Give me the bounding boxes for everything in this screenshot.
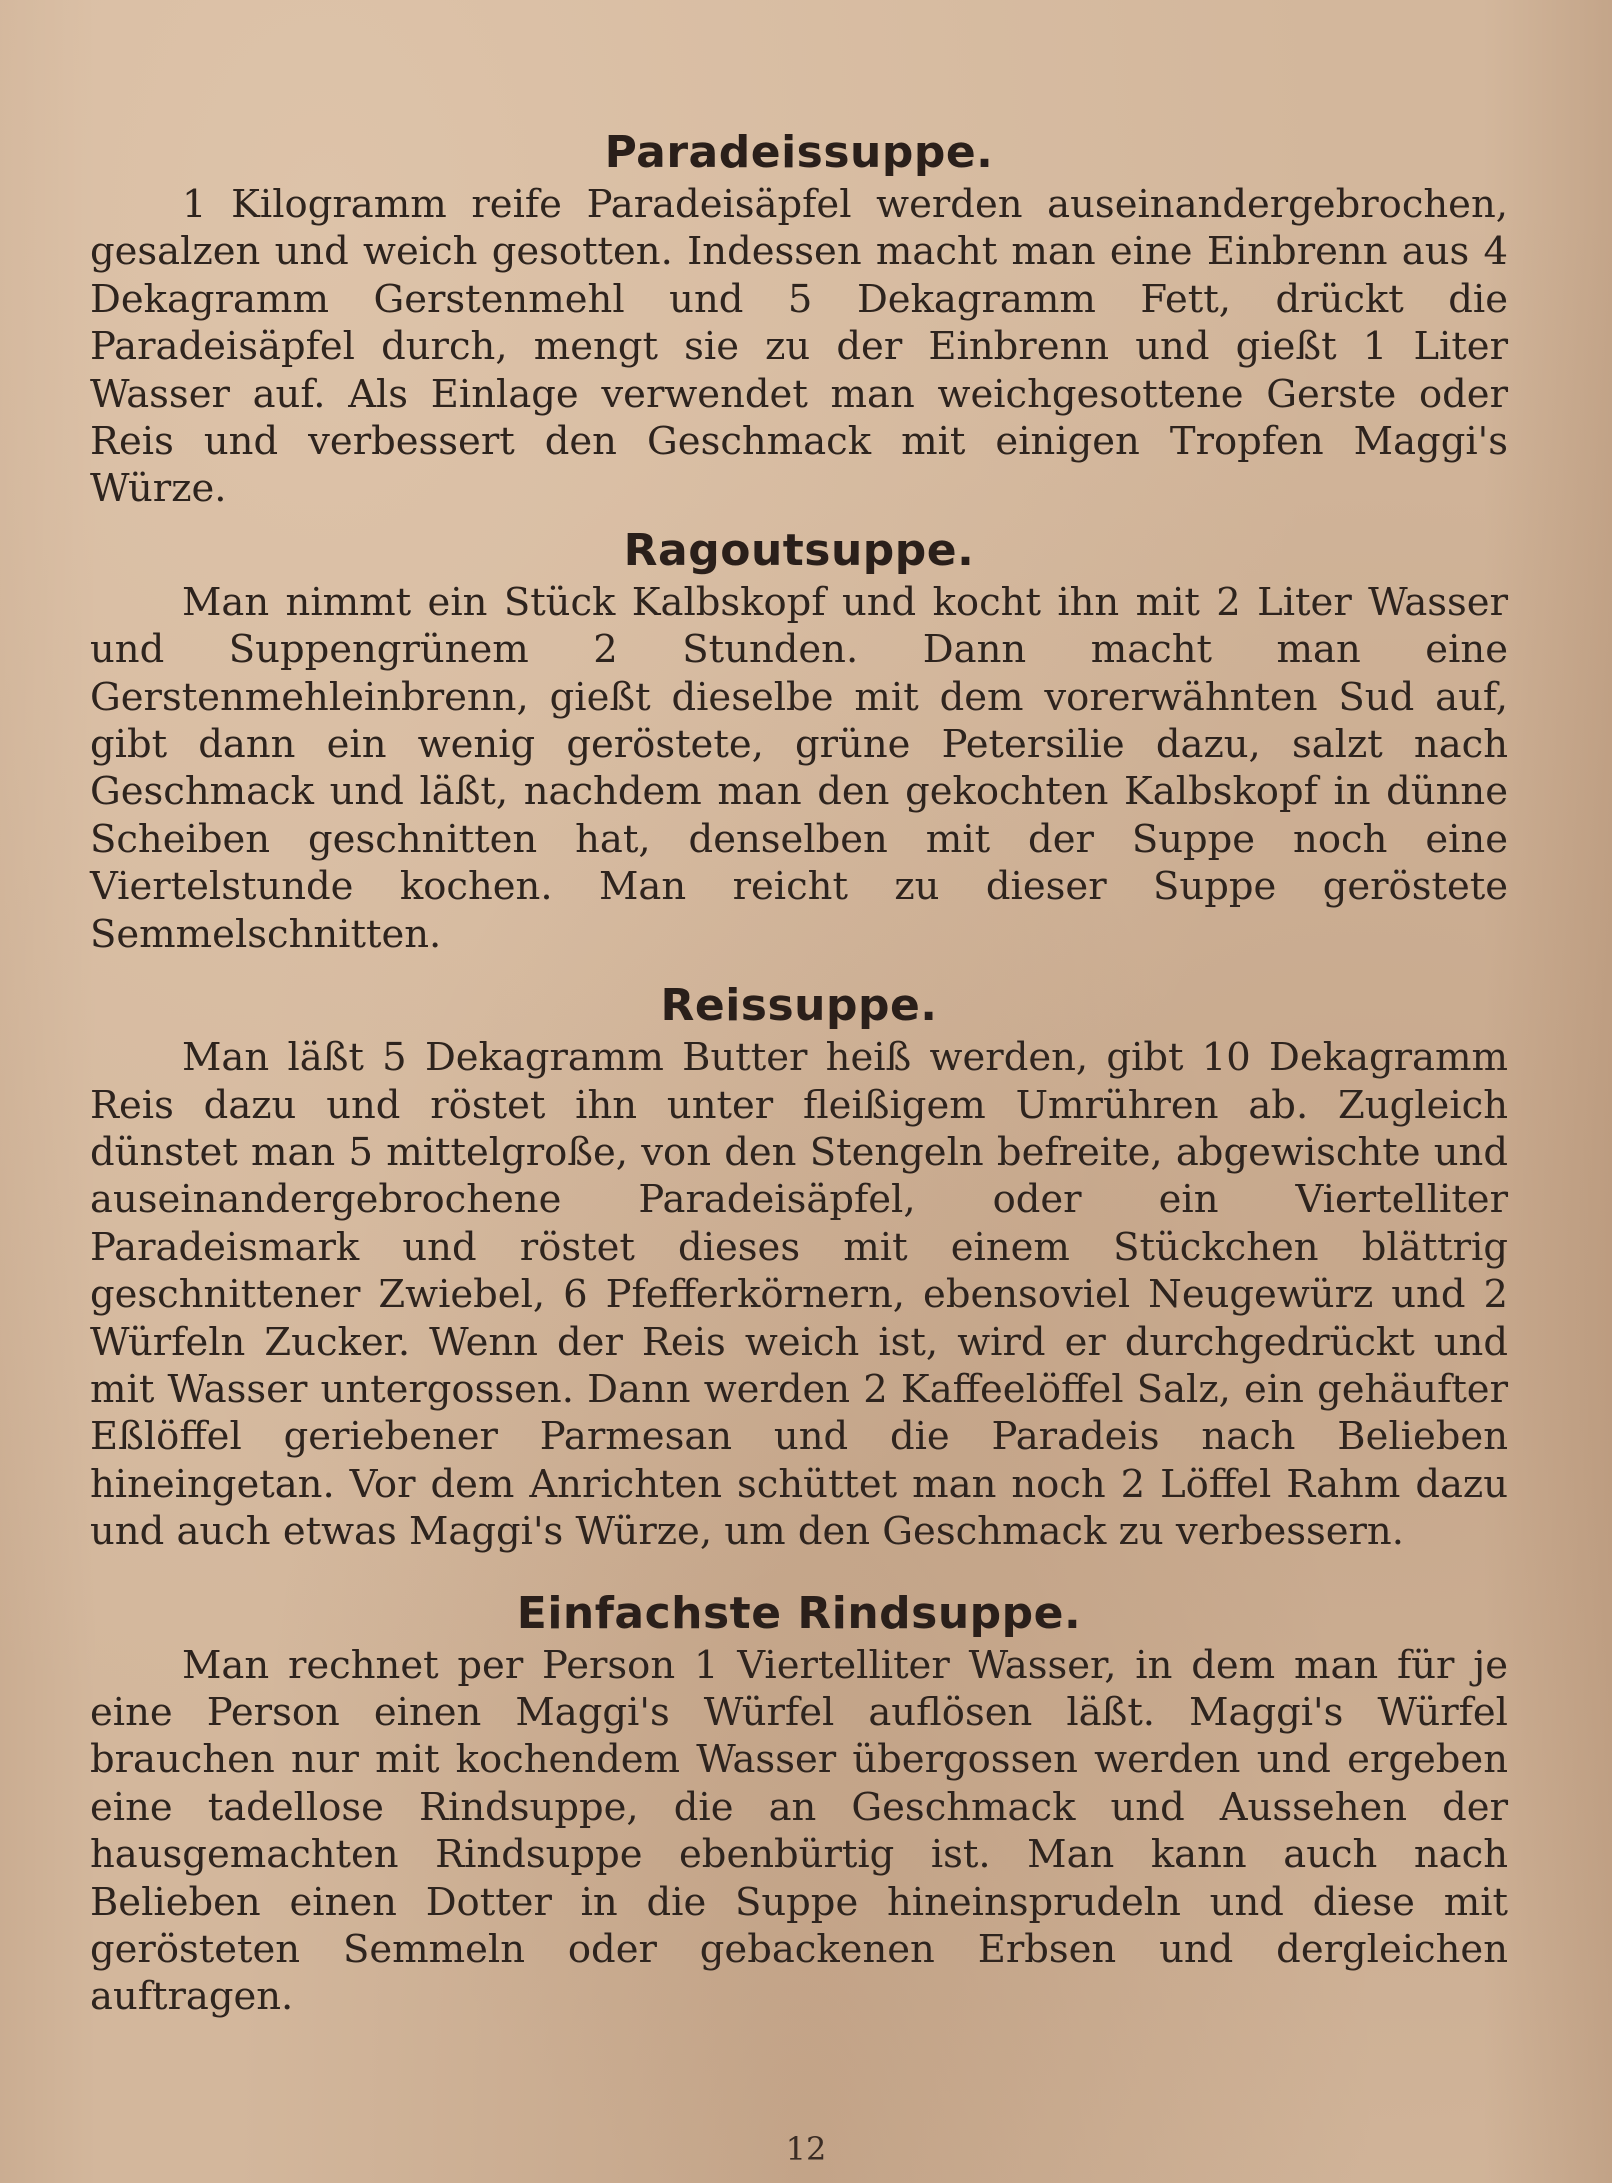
recipe-title: Reissuppe. <box>660 980 938 1032</box>
recipe-text: Man rechnet per Person 1 Viertelliter Wasser, in dem man für je eine Person einen Maggi's Würfel auflösen läßt. Maggi's Würfel brauchen nur mit kochendem Wasser übergossen werden und ergeben eine tadellose Rindsuppe, die an Geschmack und Aussehen der hausgemachten Rindsuppe ebenbürtig ist. Man kann auch nach Belieben einen Dotter in die Suppe hineinsprudeln und diese mit gerösteten Semmeln oder gebackenen Erbsen und dergleichen auftragen. <box>90 1642 1508 2020</box>
recipe-text: 1 Kilogramm reife Paradeisäpfel werden auseinandergebrochen, gesalzen und weich gesotten. Indessen macht man eine Einbrenn aus 4 Dekagramm Gerstenmehl und 5 Dekagramm Fett, drückt die Paradeisäpfel durch, mengt sie zu der Einbrenn und gießt 1 Liter Wasser auf. Als Einlage verwendet man weichgesottene Gerste oder Reis und verbessert den Geschmack mit einigen Tropfen Maggi's Würze. <box>90 182 1508 512</box>
page-body <box>90 125 1508 2021</box>
recipe-title: Einfachste Rindsuppe. <box>516 1587 1082 1639</box>
recipe-reissuppe <box>90 978 1508 1555</box>
page-number: 12 <box>785 2130 827 2168</box>
recipe-title: Ragoutsuppe. <box>623 524 975 576</box>
recipe-einfachste-rindsuppe <box>90 1586 1508 2021</box>
recipe-title: Paradeissuppe. <box>604 127 994 178</box>
recipe-text: Man läßt 5 Dekagramm Butter heiß werden, gibt 10 Dekagramm Reis dazu und röstet ihn unter fleißigem Umrühren ab. Zugleich dünstet man 5 mittelgroße, von den Stengeln befreite, abgewischte und auseinandergebrochene Paradeisäpfel, oder ein Viertelliter Paradeismark und röstet dieses mit einem Stückchen blättrig geschnittener Zwiebel, 6 Pfefferkörnern, ebensoviel Neugewürz und 2 Würfeln Zucker. Wenn der Reis weich ist, wird er durchgedrückt und mit Wasser untergossen. Dann werden 2 Kaffeelöffel Salz, ein gehäufter Eßlöffel geriebener Parmesan und die Paradeis nach Belieben hineingetan. Vor dem Anrichten schüttet man noch 2 Löffel Rahm dazu und auch etwas Maggi's Würze, um den Geschmack zu verbessern. <box>90 1035 1508 1555</box>
recipe-text: Man nimmt ein Stück Kalbskopf und kocht ihn mit 2 Liter Wasser und Suppengrünem 2 Stunden. Dann macht man eine Gerstenmehleinbrenn, gießt dieselbe mit dem vorerwähnten Sud auf, gibt dann ein wenig geröstete, grüne Petersilie dazu, salzt nach Geschmack und läßt, nachdem man den gekochten Kalbskopf in dünne Scheiben geschnitten hat, denselben mit der Suppe noch eine Viertelstunde kochen. Man reicht zu dieser Suppe geröstete Semmelschnitten. <box>90 579 1508 957</box>
recipe-paradeissuppe <box>90 125 1508 513</box>
recipe-ragoutsuppe <box>90 523 1508 958</box>
